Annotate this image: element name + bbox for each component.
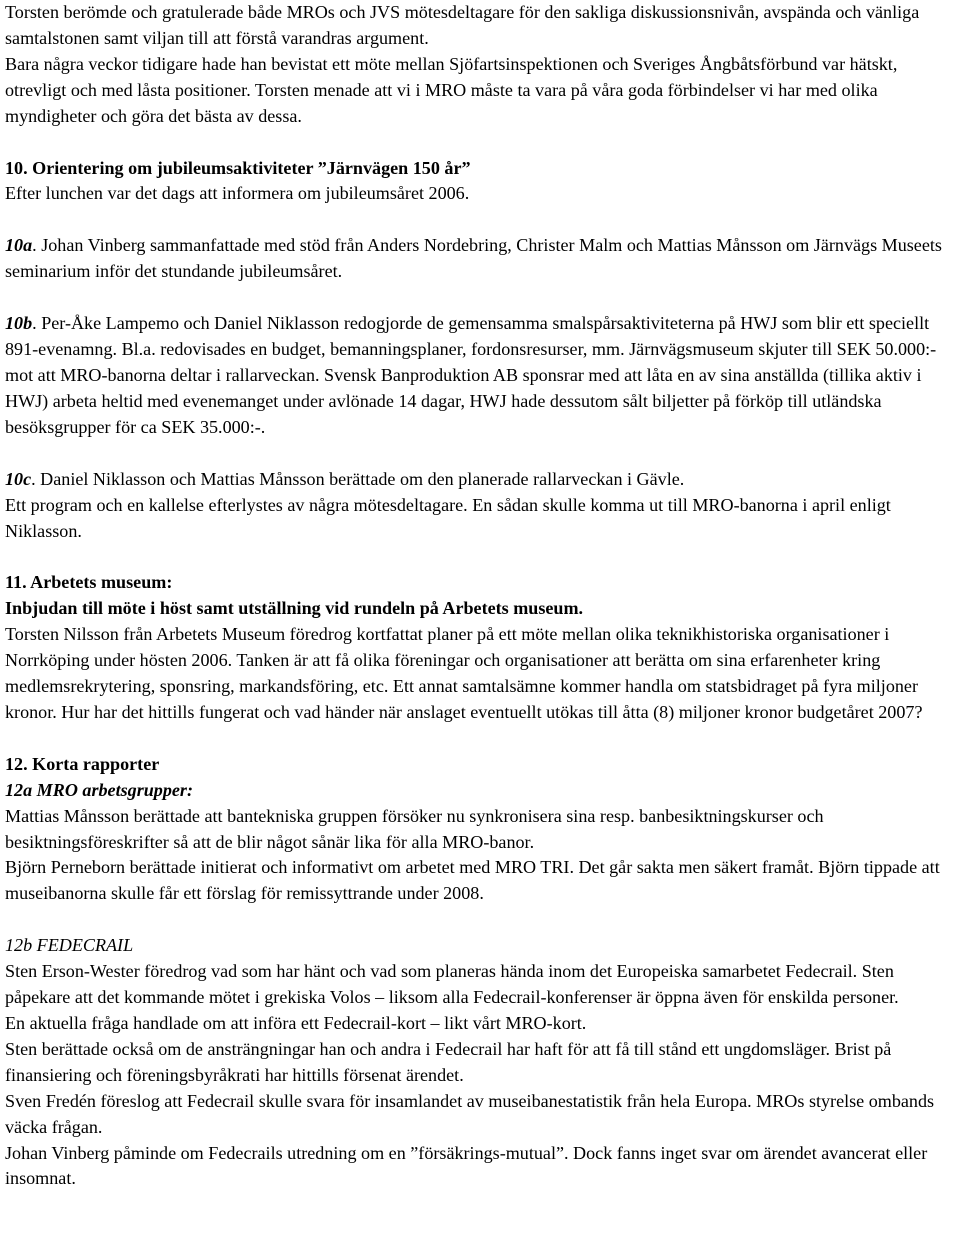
intro-paragraph-2: Bara några veckor tidigare hade han bevistat ett möte mellan Sjöfartsinspektionen och Sveriges Ångbåtsförbund var hätskt, otrevligt och med låsta positioner. Torsten menade att vi i MRO måste ta vara på våra goda förbindelser vi har med olika myndigheter och göra det bästa av dessa. [5, 53, 898, 126]
section-10c-label: 10c [5, 468, 32, 489]
section-10c-paragraph [5, 467, 954, 493]
spacer [5, 907, 954, 933]
section-12a-text-1: Mattias Månsson berättade att bantekniska gruppen försöker nu synkronisera sina resp. banbesiktningskurser och besiktningsföreskrifter så att de blir något sånär lika för alla MRO-banor. [5, 805, 824, 852]
intro-paragraph-1: Torsten berömde och gratulerade både MROs och JVS mötesdeltagare för den sakliga diskussionsnivån, avspända och vänliga samtalstonen samt viljan till att förstå varandras argument. [5, 2, 920, 48]
spacer [5, 726, 954, 752]
section-10c-text: . Daniel Niklasson och Mattias Månsson berättade om den planerade rallarveckan i Gävle. [31, 468, 685, 489]
section-12b-text-4: Sven Fredén föreslog att Fedecrail skulle svara för insamlandet av museibanestatistik från hela Europa. MROs styrelse ombands väcka frågan. [5, 1090, 935, 1137]
section-10b-text: . Per-Åke Lampemo och Daniel Niklasson redogjorde de gemensamma smalspårsaktiviteterna på HWJ som blir ett speciellt 891-evenamng. Bl.a. redovisades en budget, bemanningsplaner, fordonsresurser, mm. Järnvägsmuseum skjuter till SEK 50.000:- mot att MRO-banorna deltar i rallarveckan. Svensk Banproduktion AB sponsrar med att låta en av sina anställda (tillika aktiv i HWJ) arbeta heltid med evenemanget under avlönade 14 dagar, HWJ hade dessutom sålt biljetter på förköp till utländska besöksgrupper för ca SEK 35.000:-. [5, 313, 937, 437]
section-10a-label: 10a [5, 235, 33, 256]
section-12a-heading: 12a MRO arbetsgrupper: [5, 779, 193, 800]
section-12-heading: 12. Korta rapporter [5, 753, 160, 774]
section-12a-text-2: Björn Perneborn berättade initierat och informativt om arbetet med MRO TRI. Det går sakta men säkert framåt. Björn tippade att museibanorna skulle får ett förslag för remissyttrande under 2008. [5, 857, 940, 904]
spacer [5, 544, 954, 570]
spacer [5, 207, 954, 233]
section-12b-text-3: Sten berättade också om de ansträngningar han och andra i Fedecrail har haft för att få till stånd ett ungdomsläger. Brist på finansiering och föreningsbyråkrati har hittills försenat ärendet. [5, 1038, 892, 1085]
section-10-heading: 10. Orientering om jubileumsaktiviteter ”Järnvägen 150 år” [5, 157, 471, 178]
section-10a-paragraph [5, 233, 954, 285]
section-10-text: Efter lunchen var det dags att informera om jubileumsåret 2006. [5, 183, 470, 204]
section-10b-label: 10b [5, 313, 33, 334]
section-11-heading: 11. Arbetets museum: [5, 572, 173, 593]
section-11-subheading: Inbjudan till möte i höst samt utställning vid rundeln på Arbetets museum. [5, 598, 584, 619]
section-10a-text: . Johan Vinberg sammanfattade med stöd från Anders Nordebring, Christer Malm och Mattias Månsson om Järnvägs Museets seminarium inför det stundande jubileumsåret. [5, 235, 942, 282]
spacer [5, 441, 954, 467]
spacer [5, 285, 954, 311]
spacer [5, 130, 954, 156]
section-11-text: Torsten Nilsson från Arbetets Museum föredrog kortfattat planer på ett möte mellan olika teknikhistoriska organisationer i Norrköping under hösten 2006. Tanken är att få olika föreningar och organisationer att berätta om sina erfarenheter kring medlemsrekrytering, sponsring, markandsföring, etc. Ett annat samtalsämne kommer handla om statsbidraget på fyra miljoner kronor. Hur har det hittills fungerat och vad händer när anslaget eventuellt utökas till åtta (8) miljoner kronor budgetåret 2007? [5, 624, 923, 722]
section-12b-text-2: En aktuella fråga handlade om att införa ett Fedecrail-kort – likt vårt MRO-kort. [5, 1013, 587, 1033]
section-10b-paragraph [5, 311, 954, 441]
section-10c-text-2: Ett program och en kallelse efterlystes av några mötesdeltagare. En sådan skulle komma ut till MRO-banorna i april enligt Niklasson. [5, 494, 891, 541]
section-12b-text-1: Sten Erson-Wester föredrog vad som har hänt och vad som planeras hända inom det Europeiska samarbetet Fedecrail. Sten påpekare att det kommande mötet i grekiska Volos – liksom alla Fedecrail-konferenser är öppna även för enskilda personer. [5, 961, 899, 1008]
section-12b-heading: 12b FEDECRAIL [5, 935, 134, 956]
section-12b-text-5: Johan Vinberg påminde om Fedecrails utredning om en ”försäkrings-mutual”. Dock fanns inget svar om ärendet avancerat eller insomnat. [5, 1142, 928, 1189]
